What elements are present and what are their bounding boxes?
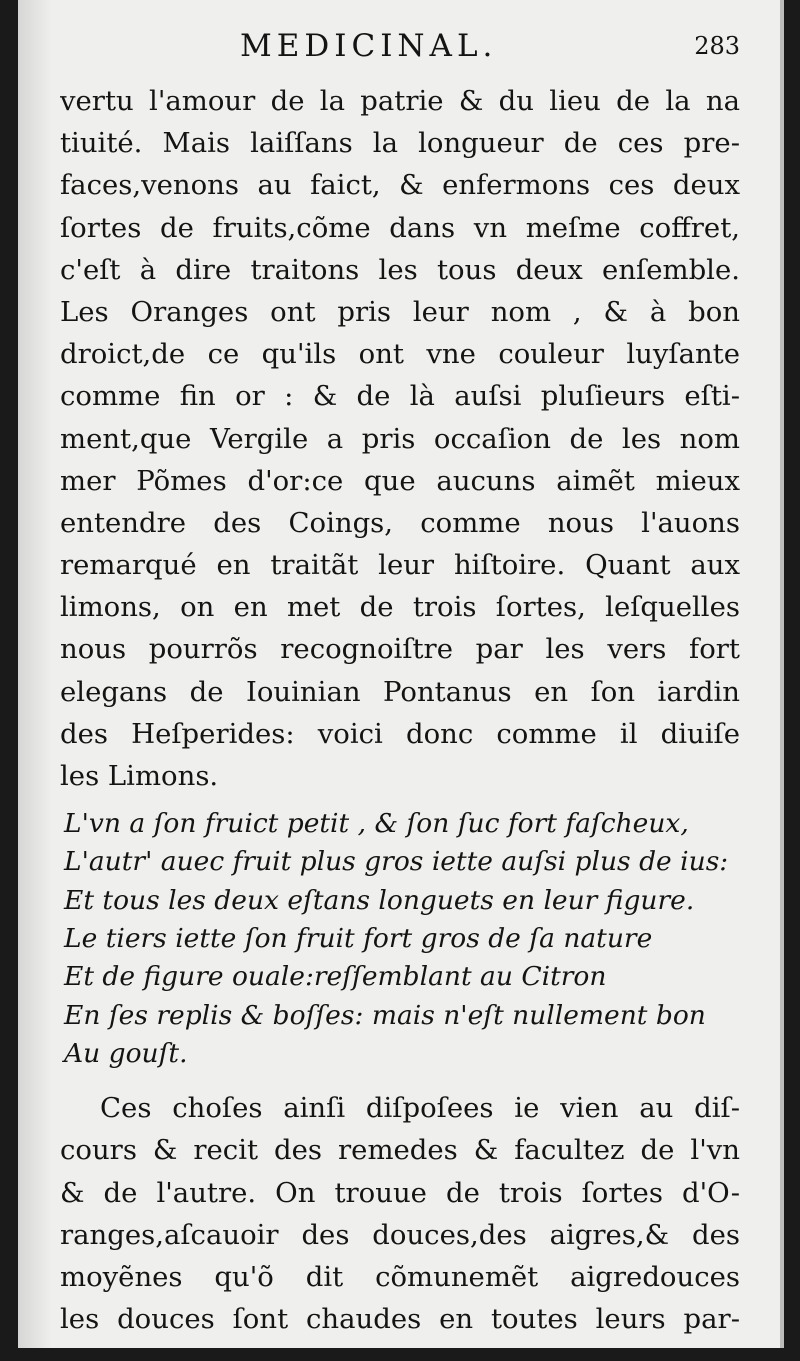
- prose-section-1: [60, 80, 740, 797]
- verse-line: L'autr' auec fruit plus gros iette auſsi plus de ius:: [64, 846, 729, 878]
- text-line: les douces ſont chaudes en toutes leurs par-: [60, 1303, 740, 1336]
- text-line: cours & recit des remedes & facultez de l'vn: [60, 1134, 740, 1167]
- page-gutter-shadow: [18, 0, 52, 1348]
- text-line: & de l'autre. On trouue de trois ſortes d'O-: [60, 1176, 740, 1209]
- text-line: les Limons.: [60, 760, 219, 792]
- page-number: 283: [694, 32, 740, 60]
- running-title: MEDICINAL.: [240, 28, 498, 64]
- verse-line: Et tous les deux eſtans longuets en leur figure.: [64, 884, 695, 916]
- text-line: ranges,aſcauoir des douces,des aigres,& des: [60, 1218, 740, 1251]
- text-line: vertu l'amour de la patrie & du lieu de la na: [60, 85, 740, 117]
- text-line: comme fin or : & de là auſsi pluſieurs eſti-: [60, 380, 740, 413]
- text-line: elegans de Iouinian Pontanus en ſon iardin: [60, 675, 740, 708]
- page-header: [18, 28, 780, 68]
- text-line: limons, on en met de trois ſortes, leſquelles: [60, 591, 740, 624]
- verse-quotation: [60, 805, 740, 1073]
- text-line: entendre des Coings, comme nous l'auons: [60, 506, 740, 539]
- text-line: Ces choſes ainſi diſpoſees ie vien au diſ-: [100, 1092, 740, 1125]
- prose-section-2: [60, 1087, 740, 1340]
- verse-line: L'vn a ſon fruict petit , & ſon ſuc fort faſcheux,: [64, 808, 689, 840]
- verse-line: En ſes replis & boſſes: mais n'eſt nullement bon: [64, 999, 706, 1031]
- book-page: [18, 0, 784, 1348]
- text-line: c'eſt à dire traitons les tous deux enſemble.: [60, 253, 740, 286]
- text-line: des Heſperides: voici donc comme il diuiſe: [60, 717, 740, 750]
- main-text: [60, 80, 740, 1340]
- text-line: ſortes de fruits,cõme dans vn meſme coffret,: [60, 211, 740, 244]
- text-line: Les Oranges ont pris leur nom , & à bon: [60, 295, 740, 328]
- verse-line: Au gouſt.: [64, 1037, 188, 1069]
- verse-line: Et de figure ouale:reſſemblant au Citron: [64, 961, 607, 993]
- text-line: ment,que Vergile a pris occaſion de les nom: [60, 422, 740, 455]
- text-line: moyẽnes qu'õ dit cõmunemẽt aigredouces: [60, 1261, 740, 1294]
- text-line: tiuité. Mais laiſſans la longueur de ces pre-: [60, 127, 740, 160]
- verse-line: Le tiers iette ſon fruit fort gros de ſa nature: [64, 923, 653, 955]
- text-line: droict,de ce qu'ils ont vne couleur luyſante: [60, 338, 740, 371]
- text-line: mer Põmes d'or:ce que aucuns aimẽt mieux: [60, 464, 740, 497]
- text-line: remarqué en traitãt leur hiſtoire. Quant aux: [60, 549, 740, 582]
- text-line: nous pourrõs recognoiſtre par les vers fort: [60, 633, 740, 666]
- text-line: faces,venons au faict, & enfermons ces deux: [60, 169, 740, 202]
